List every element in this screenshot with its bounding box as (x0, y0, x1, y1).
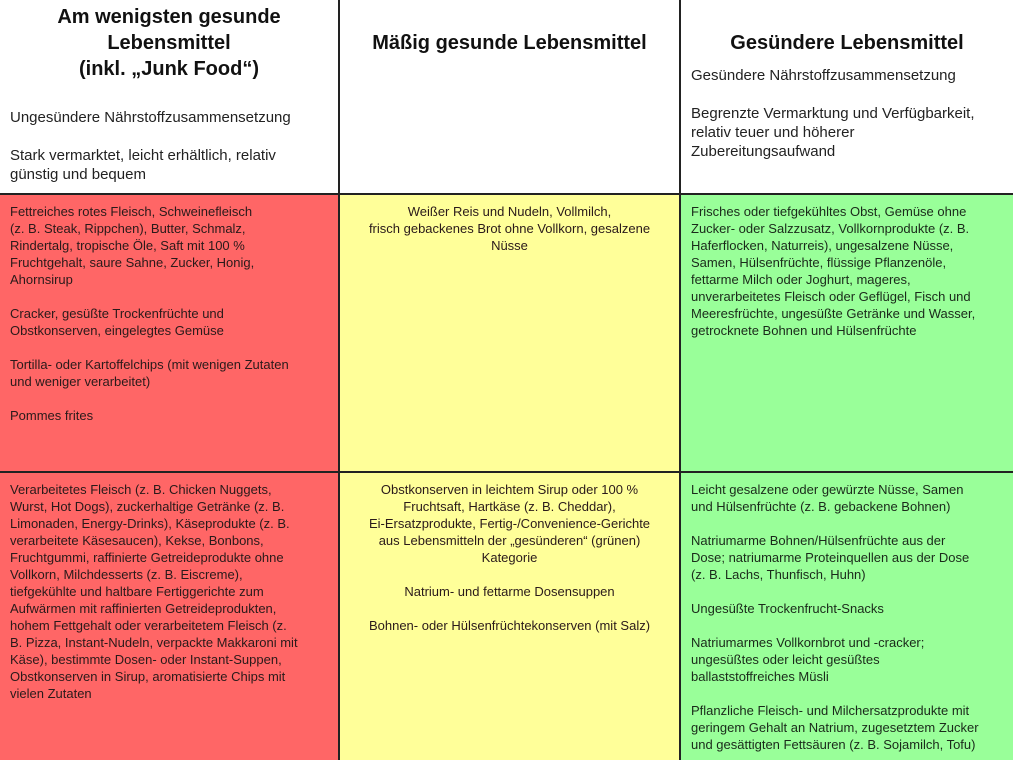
healthier-row-1 (681, 195, 1013, 473)
healthier-row-2 (681, 473, 1013, 760)
column-subtitle: Ungesündere Nährstoffzusammensetzung (10, 109, 291, 126)
food-list: Natriumarmes Vollkornbrot und -cracker; ungesüßtes oder leicht gesüßtes ballaststoffreiches Müsli (691, 635, 925, 684)
food-list: Leicht gesalzene oder gewürzte Nüsse, Samen und Hülsenfrüchte (z. B. gebackene Bohnen) (691, 482, 964, 514)
least-healthy-row-2 (0, 473, 340, 760)
food-list: Frisches oder tiefgekühltes Obst, Gemüse ohne Zucker- oder Salzzusatz, Vollkornprodukte (z. B. Haferflocken, Naturreis), ungesalzene Nüsse, Samen, Hülsenfrüchte, flüssige Pflanzenöle, fettarme Milch oder Joghurt, mageres, unverarbeitetes Fleisch oder Geflügel, Fisch und Meeresfrüchte, ungesüßte Getränke und Wasser, getrocknete Bohnen und Hülsenfrüchte (691, 204, 976, 338)
column-title: Mäßig gesunde Lebensmittel (372, 32, 647, 54)
moderately-healthy-row-2 (340, 473, 681, 760)
food-list: Obstkonserven in leichtem Sirup oder 100 % Fruchtsaft, Hartkäse (z. B. Cheddar), Ei-Ersatzprodukte, Fertig-/Convenience-Gerichte aus Lebensmitteln der „gesünderen“ (grünen) Kategorie (368, 482, 651, 565)
least-healthy-row-1 (0, 195, 340, 473)
column-title: Am wenigsten gesunde Lebensmittel (inkl. „Junk Food“) (57, 6, 281, 80)
food-list: Natrium- und fettarme Dosensuppen (404, 584, 615, 599)
header-healthier (681, 0, 1013, 195)
column-subtitle: Stark vermarktet, leicht erhältlich, relativ günstig und bequem (10, 147, 276, 183)
food-list: Tortilla- oder Kartoffelchips (mit wenigen Zutaten und weniger verarbeitet) (10, 357, 289, 389)
food-list: Weißer Reis und Nudeln, Vollmilch, frisch gebackenes Brot ohne Vollkorn, gesalzene Nüsse (368, 204, 651, 253)
food-list: Pflanzliche Fleisch- und Milchersatzprodukte mit geringem Gehalt an Natrium, zugesetztem Zucker und gesättigten Fettsäuren (z. B. Sojamilch, Tofu) (691, 703, 979, 752)
food-list: Ungesüßte Trockenfrucht-Snacks (691, 601, 884, 616)
food-list: Pommes frites (10, 408, 94, 423)
food-list: Natriumarme Bohnen/Hülsenfrüchte aus der Dose; natriumarme Proteinquellen aus der Dose (z. B. Lachs, Thunfisch, Huhn) (691, 533, 970, 582)
food-list: Fettreiches rotes Fleisch, Schweinefleisch (z. B. Steak, Rippchen), Butter, Schmalz, Rindertalg, tropische Öle, Saft mit 100 % Fruchtgehalt, saure Sahne, Zucker, Honig, Ahornsirup (10, 204, 255, 287)
column-subtitle: Gesündere Nährstoffzusammensetzung (691, 67, 956, 84)
moderately-healthy-row-1 (340, 195, 681, 473)
header-least-healthy (0, 0, 340, 195)
header-moderately-healthy (340, 0, 681, 195)
food-list: Verarbeitetes Fleisch (z. B. Chicken Nuggets, Wurst, Hot Dogs), zuckerhaltige Getränke (z. B. Limonaden, Energy-Drinks), Käseprodukte (z. B. verarbeitete Käsesaucen), Kekse, Bonbons, Fruchtgummi, raffinierte Getreideprodukte ohne Vollkorn, Milchdesserts (z. B. Eiscreme), tiefgekühlte und haltbare Fertiggerichte zum Aufwärmen mit raffinierten Getreideprodukten, hohem Fettgehalt oder verarbeitetem Fleisch (z. B. Pizza, Instant-Nudeln, verpackte Makkaroni mit Käse), bestimmte Dosen- oder Instant-Suppen, Obstkonserven in Sirup, aromatisierte Chips mit vielen Zutaten (10, 482, 298, 701)
column-subtitle: Begrenzte Vermarktung und Verfügbarkeit, relativ teuer und höherer Zubereitungsaufwand (691, 105, 975, 160)
food-list: Bohnen- oder Hülsenfrüchtekonserven (mit Salz) (368, 618, 651, 633)
food-list: Cracker, gesüßte Trockenfrüchte und Obstkonserven, eingelegtes Gemüse (10, 306, 224, 338)
column-title: Gesündere Lebensmittel (730, 32, 964, 54)
